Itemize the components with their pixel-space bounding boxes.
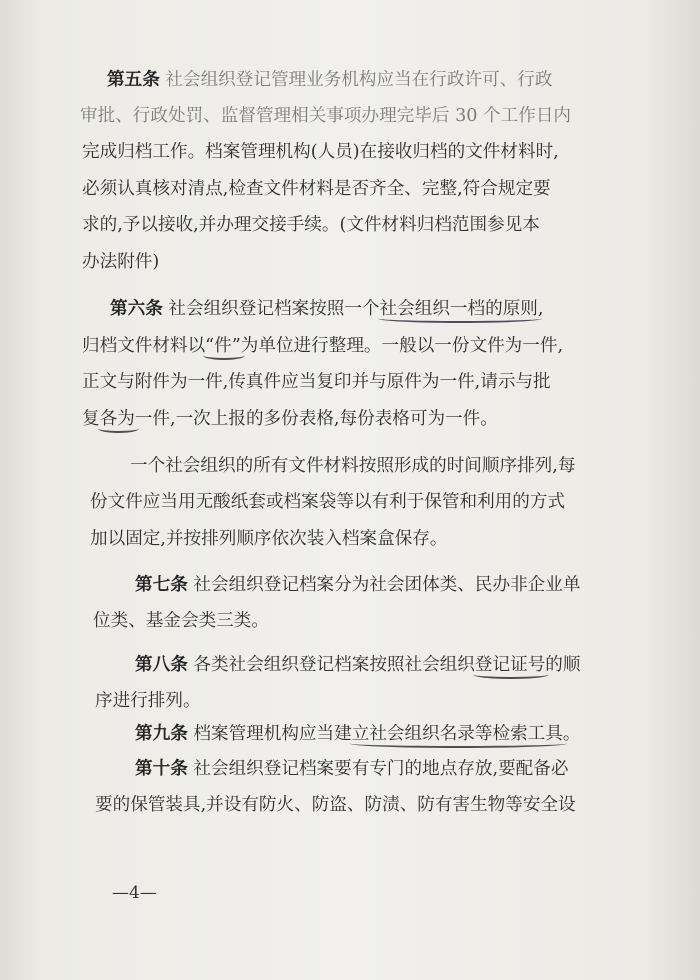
article-10-heading: 第十条 bbox=[135, 759, 188, 779]
article-5-heading: 第五条 bbox=[107, 70, 160, 90]
article-6-para-2-line-3: 加以固定,并按排列顺序依次装入档案盒保存。 bbox=[90, 529, 448, 549]
article-9-heading: 第九条 bbox=[135, 724, 188, 744]
article-8-line-1: 第八条 各类社会组织登记档案按照社会组织登记证号的顺 bbox=[135, 655, 581, 675]
article-6-para-2-line-1: 一个社会组织的所有文件材料按照形成的时间顺序排列,每 bbox=[130, 456, 576, 476]
article-10-line-2: 要的保管装具,并设有防火、防盗、防渍、防有害生物等安全设 bbox=[95, 795, 576, 815]
handwritten-underline-principle: 社会组织一档的原则 bbox=[379, 299, 538, 319]
article-10-line-1: 第十条 社会组织登记档案要有专门的地点存放,要配备必 bbox=[135, 759, 569, 779]
article-5-line-3: 完成归档工作。档案管理机构(人员)在接收归档的文件材料时, bbox=[82, 142, 559, 162]
article-7-line-1: 第七条 社会组织登记档案分为社会团体类、民办非企业单 bbox=[135, 575, 581, 595]
handwritten-underline-jian: “件” bbox=[205, 336, 241, 356]
article-6-para-2-line-2: 份文件应当用无酸纸套或档案袋等以有利于保管和利用的方式 bbox=[90, 492, 566, 512]
article-6-line-4: 复各为一件,一次上报的多份表格,每份表格可为一件。 bbox=[82, 409, 498, 429]
article-5-line-6: 办法附件) bbox=[82, 252, 160, 272]
article-5-line-1: 第五条 社会组织登记管理业务机构应当在行政许可、行政 bbox=[107, 70, 553, 90]
article-7-heading: 第七条 bbox=[135, 575, 188, 595]
article-9-line-1: 第九条 档案管理机构应当建立社会组织名录等检索工具。 bbox=[135, 724, 581, 744]
handwritten-underline-gewei: 各为 bbox=[99, 409, 135, 429]
article-5-line-5: 求的,予以接收,并办理交接手续。(文件材料归档范围参见本 bbox=[82, 215, 540, 235]
page-number: —4— bbox=[112, 883, 157, 903]
article-6-line-1: 第六条 社会组织登记档案按照一个社会组织一档的原则, bbox=[110, 299, 544, 319]
article-6-heading: 第六条 bbox=[110, 299, 163, 319]
handwritten-underline-index: 立社会组织名录等检索工具 bbox=[351, 724, 563, 744]
article-5-line-2: 审批、行政处罚、监督管理相关事项办理完毕后 30 个工作日内 bbox=[80, 106, 572, 126]
article-6-line-2: 归档文件材料以“件”为单位进行整理。一般以一份文件为一件, bbox=[82, 336, 564, 356]
article-7-line-2: 位类、基金会类三类。 bbox=[93, 611, 269, 631]
article-6-line-3: 正文与附件为一件,传真件应当复印并与原件为一件,请示与批 bbox=[82, 372, 551, 392]
article-8-line-2: 序进行排列。 bbox=[95, 691, 201, 711]
handwritten-underline-cert-no: 登记证号 bbox=[474, 655, 546, 675]
article-5-line-4: 必须认真核对清点,检查文件材料是否齐全、完整,符合规定要 bbox=[82, 179, 551, 199]
article-8-heading: 第八条 bbox=[135, 655, 188, 675]
